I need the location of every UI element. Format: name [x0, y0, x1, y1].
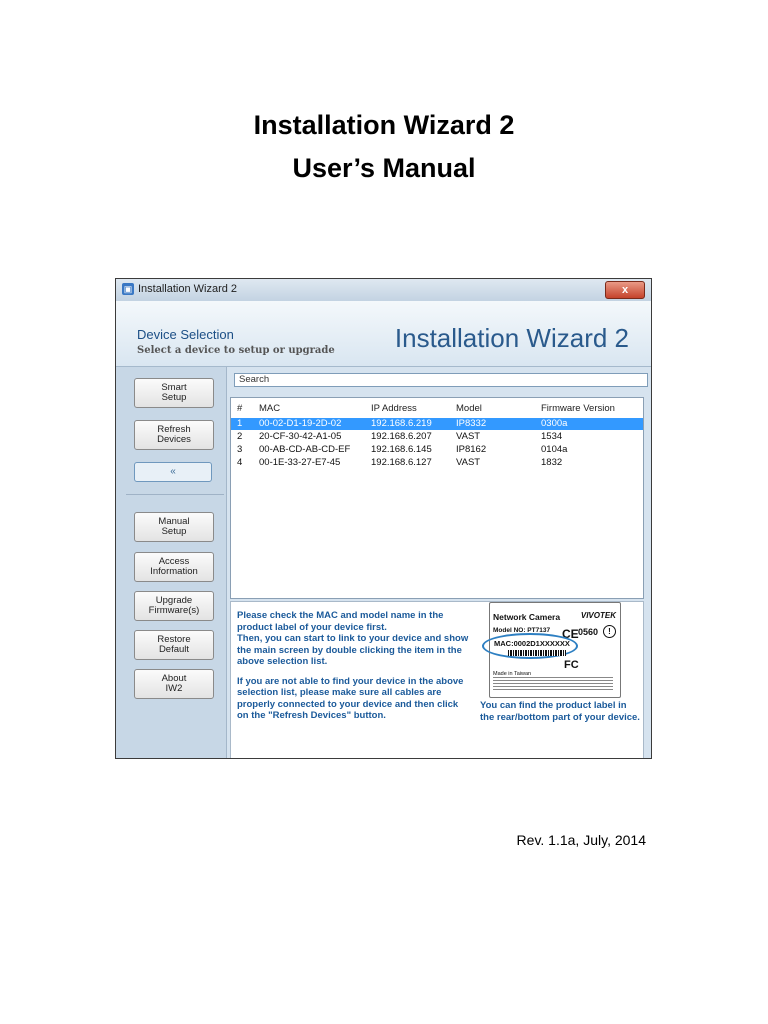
about-button[interactable]: About IW2 [134, 669, 214, 699]
label-hint: You can find the product label in the rear/bottom part of your device. [480, 700, 640, 723]
collapse-button[interactable]: « [134, 462, 212, 482]
close-button[interactable]: x [605, 281, 645, 299]
section-title: Device Selection [137, 327, 234, 342]
app-icon: ▣ [123, 284, 133, 294]
label-brand: VIVOTEK [580, 611, 616, 620]
list-item[interactable] [231, 431, 643, 443]
ce-number: 0560 [578, 627, 599, 637]
label-made-in: Made in Taiwan [493, 671, 532, 677]
label-fine-print [493, 677, 613, 691]
document-title: Installation Wizard 2 [253, 110, 515, 140]
device-list[interactable] [230, 397, 644, 599]
manual-setup-button[interactable]: Manual Setup [134, 512, 214, 542]
barcode-icon [508, 650, 566, 656]
access-information-button[interactable]: Access Information [134, 552, 214, 582]
instruction-refresh: If you are not able to find your device in the above selection list, please make sure all cables are properly connected to your device and then click on the "Refresh Devices" button. [237, 675, 464, 721]
col-ip: IP Address [371, 403, 417, 414]
fc-mark: FC [564, 659, 579, 671]
warning-icon: ! [603, 625, 616, 638]
section-subtitle: Select a device to setup or upgrade [137, 345, 335, 356]
cell-mac: 00-02-D1-19-2D-02 [259, 418, 342, 429]
col-mac: MAC [259, 403, 281, 414]
cell-model: VAST [456, 431, 481, 442]
instruction-para1: Please check the MAC and model name in the product label of your device first. [237, 610, 444, 633]
wizard-header [116, 301, 651, 367]
upgrade-firmware-button[interactable]: Upgrade Firmware(s) [134, 591, 214, 621]
label-title: Network Camera [493, 612, 561, 622]
ce-mark: CE [562, 627, 579, 641]
cell-ip: 192.168.6.219 [371, 418, 432, 429]
col-number: # [237, 403, 243, 414]
wizard-window-screenshot [115, 278, 652, 759]
cell-firmware: 0300a [541, 418, 568, 429]
cell-number: 3 [237, 444, 243, 455]
list-item[interactable] [231, 418, 643, 430]
cell-mac: 20-CF-30-42-A1-05 [259, 431, 342, 442]
cell-ip: 192.168.6.127 [371, 457, 432, 468]
document-subtitle: User’s Manual [292, 153, 476, 183]
cell-model: IP8332 [456, 418, 487, 429]
col-firmware: Firmware Version [541, 403, 615, 414]
col-model: Model [456, 403, 482, 414]
cell-number: 4 [237, 457, 243, 468]
cell-model: IP8162 [456, 444, 487, 455]
cell-ip: 192.168.6.207 [371, 431, 432, 442]
restore-default-button[interactable]: Restore Default [134, 630, 214, 660]
brand-title: Installation Wizard 2 [394, 323, 629, 353]
list-item[interactable] [231, 457, 643, 469]
cell-number: 1 [237, 418, 243, 429]
cell-mac: 00-AB-CD-AB-CD-EF [259, 444, 351, 455]
search-input[interactable]: Search [234, 373, 648, 387]
list-header [231, 403, 643, 415]
window-title: Installation Wizard 2 [138, 283, 238, 295]
smart-setup-button[interactable]: Smart Setup [134, 378, 214, 408]
window-titlebar [116, 279, 651, 302]
cell-model: VAST [456, 457, 481, 468]
cell-number: 2 [237, 431, 243, 442]
list-item[interactable] [231, 444, 643, 456]
cell-mac: 00-1E-33-27-E7-45 [259, 457, 341, 468]
cell-firmware: 1534 [541, 431, 563, 442]
sidebar [116, 367, 227, 759]
revision-text: Rev. 1.1a, July, 2014 [516, 832, 646, 848]
cell-ip: 192.168.6.145 [371, 444, 432, 455]
sidebar-divider [126, 494, 224, 495]
label-model: Model NO: PT7137 [493, 627, 551, 634]
label-mac: MAC:0002D1XXXXXX [494, 639, 570, 648]
product-label-image [489, 602, 621, 698]
cell-firmware: 1832 [541, 457, 563, 468]
refresh-devices-button[interactable]: Refresh Devices [134, 420, 214, 450]
instruction-para2: Then, you can start to link to your device and show the main screen by double clicking the item in the above selection list. [237, 633, 469, 667]
info-panel [230, 601, 644, 759]
cell-firmware: 0104a [541, 444, 568, 455]
instructions [237, 610, 469, 730]
instruction-check [237, 610, 469, 668]
